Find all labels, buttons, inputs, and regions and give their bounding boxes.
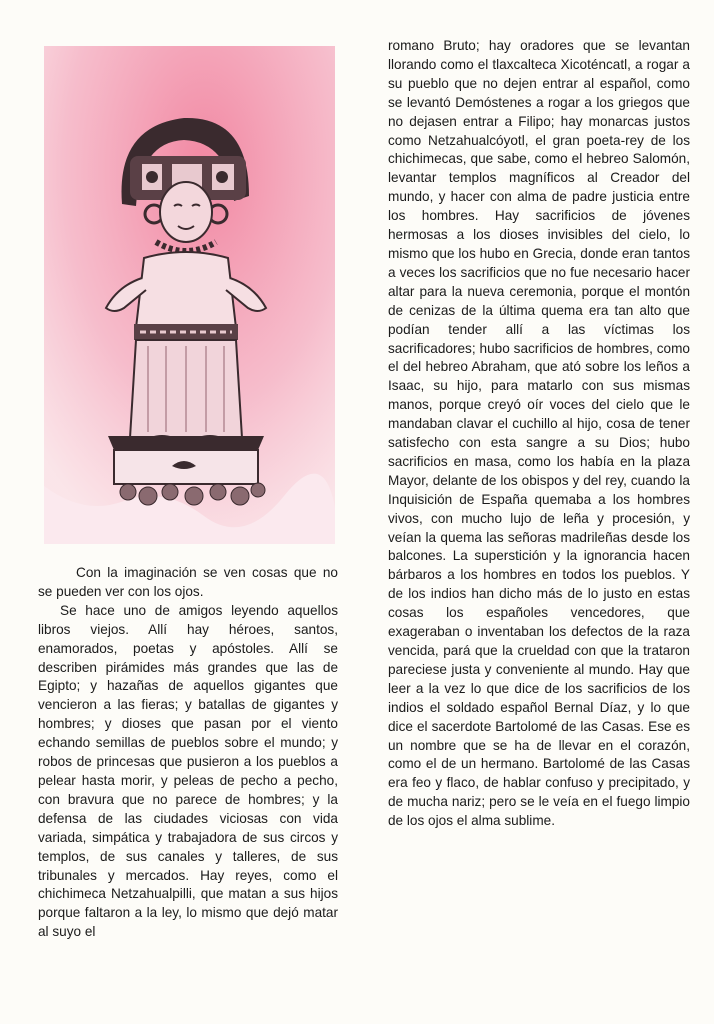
- statue-drawing: [44, 46, 335, 544]
- left-paragraph: Se hace uno de amigos leyendo aquellos libros viejos. Allí hay héroes, santos, enamorados, poetas y apóstoles. Allí se describen pirámides más grandes que las de Egipto; y hazañas de aquellos gigantes que vencieron a las fieras; y batallas de gigantes y hombres; y dioses que pasan por el viento echando semillas de pueblos sobre el mundo; y robos de princesas que pusieron a los pueblos a pelear hasta morir, y peleas de pecho a pecho, con bravura que no parece de hombres; y la defensa de las ciudades viciosas con vida variada, simpática y trabajadora de sus circos y templos, de sus canales y talleres, de sus tribunales y mercados. Hay reyes, como el chichimeca Netzahualpilli, que matan a sus hijos porque faltaron a la ley, lo mismo que dejó matar al suyo el: [38, 602, 338, 940]
- figure-caption: Con la imaginación se ven cosas que no se pueden ver con los ojos.: [38, 565, 338, 599]
- statue-base-top: [108, 436, 264, 450]
- right-paragraph: romano Bruto; hay oradores que se levantan llorando como el tlaxcalteca Xicoténcatl, a rogar a su pueblo que no dejen entrar al español, como se levantó Demóstenes a rogar a los griegos que no dejasen entrar a Filipo; hay monarcas justos como Netzahualcóyotl, el gran poeta-rey de los chichimecas, que sabe, como el hebreo Salomón, levantar templos magníficos al Creador del mundo, y hacer con alma de padre justicia entre los hombres. Hay sacrificios de jóvenes hermosas a los dioses invisibles del cielo, lo mismo que los hubo en Grecia, donde eran tantos a veces los sacrificios que no fue necesario hacer altar para la nueva ceremonia, porque el montón de cenizas de la última quema era tan alto que podían tender allí a las víctimas los sacrificadores; hubo sacrificios de hombres, como el del hebreo Abraham, que ató sobre los leños a Isaac, su hijo, para matarlo con sus mismas manos, porque creyó oír voces del cielo que le mandaban clavar el cuchillo al hijo, cosa de tener satisfecho con esta sangre a su Dios; hubo sacrificios en masa, como los había en la plaza Mayor, delante de los obispos y del rey, cuando la Inquisición de España quemaba a los hombres vivos, con mucho lujo de leña y procesión, y veían la quema las señoras madrileñas desde los balcones. La superstición y la ignorancia hacen bárbaros a los hombres en todos los pueblos. Y de los indios han dicho más de lo justo en estas cosas los españoles vencedores, que exageraban o inventaban los defectos de la raza vencida, pará que la crueldad con que la trataron pareciese justa y conveniente al mundo. Hay que leer a la vez lo que dice de los sacrificios de los indios el soldado español Bernal Díaz, y lo que dice el sacerdote Bartolomé de las Casas. Ese es un nombre que se ha de llevar en el corazón, como el de un hermano. Bartolomé de las Casas era feo y flaco, de hablar confuso y precipitado, y de mucha nariz; pero se le veía en el fuego limpio de los ojos el alma sublime.: [388, 38, 690, 829]
- left-column: [38, 564, 338, 942]
- statue-illustration: [44, 46, 335, 544]
- right-column: [388, 37, 690, 831]
